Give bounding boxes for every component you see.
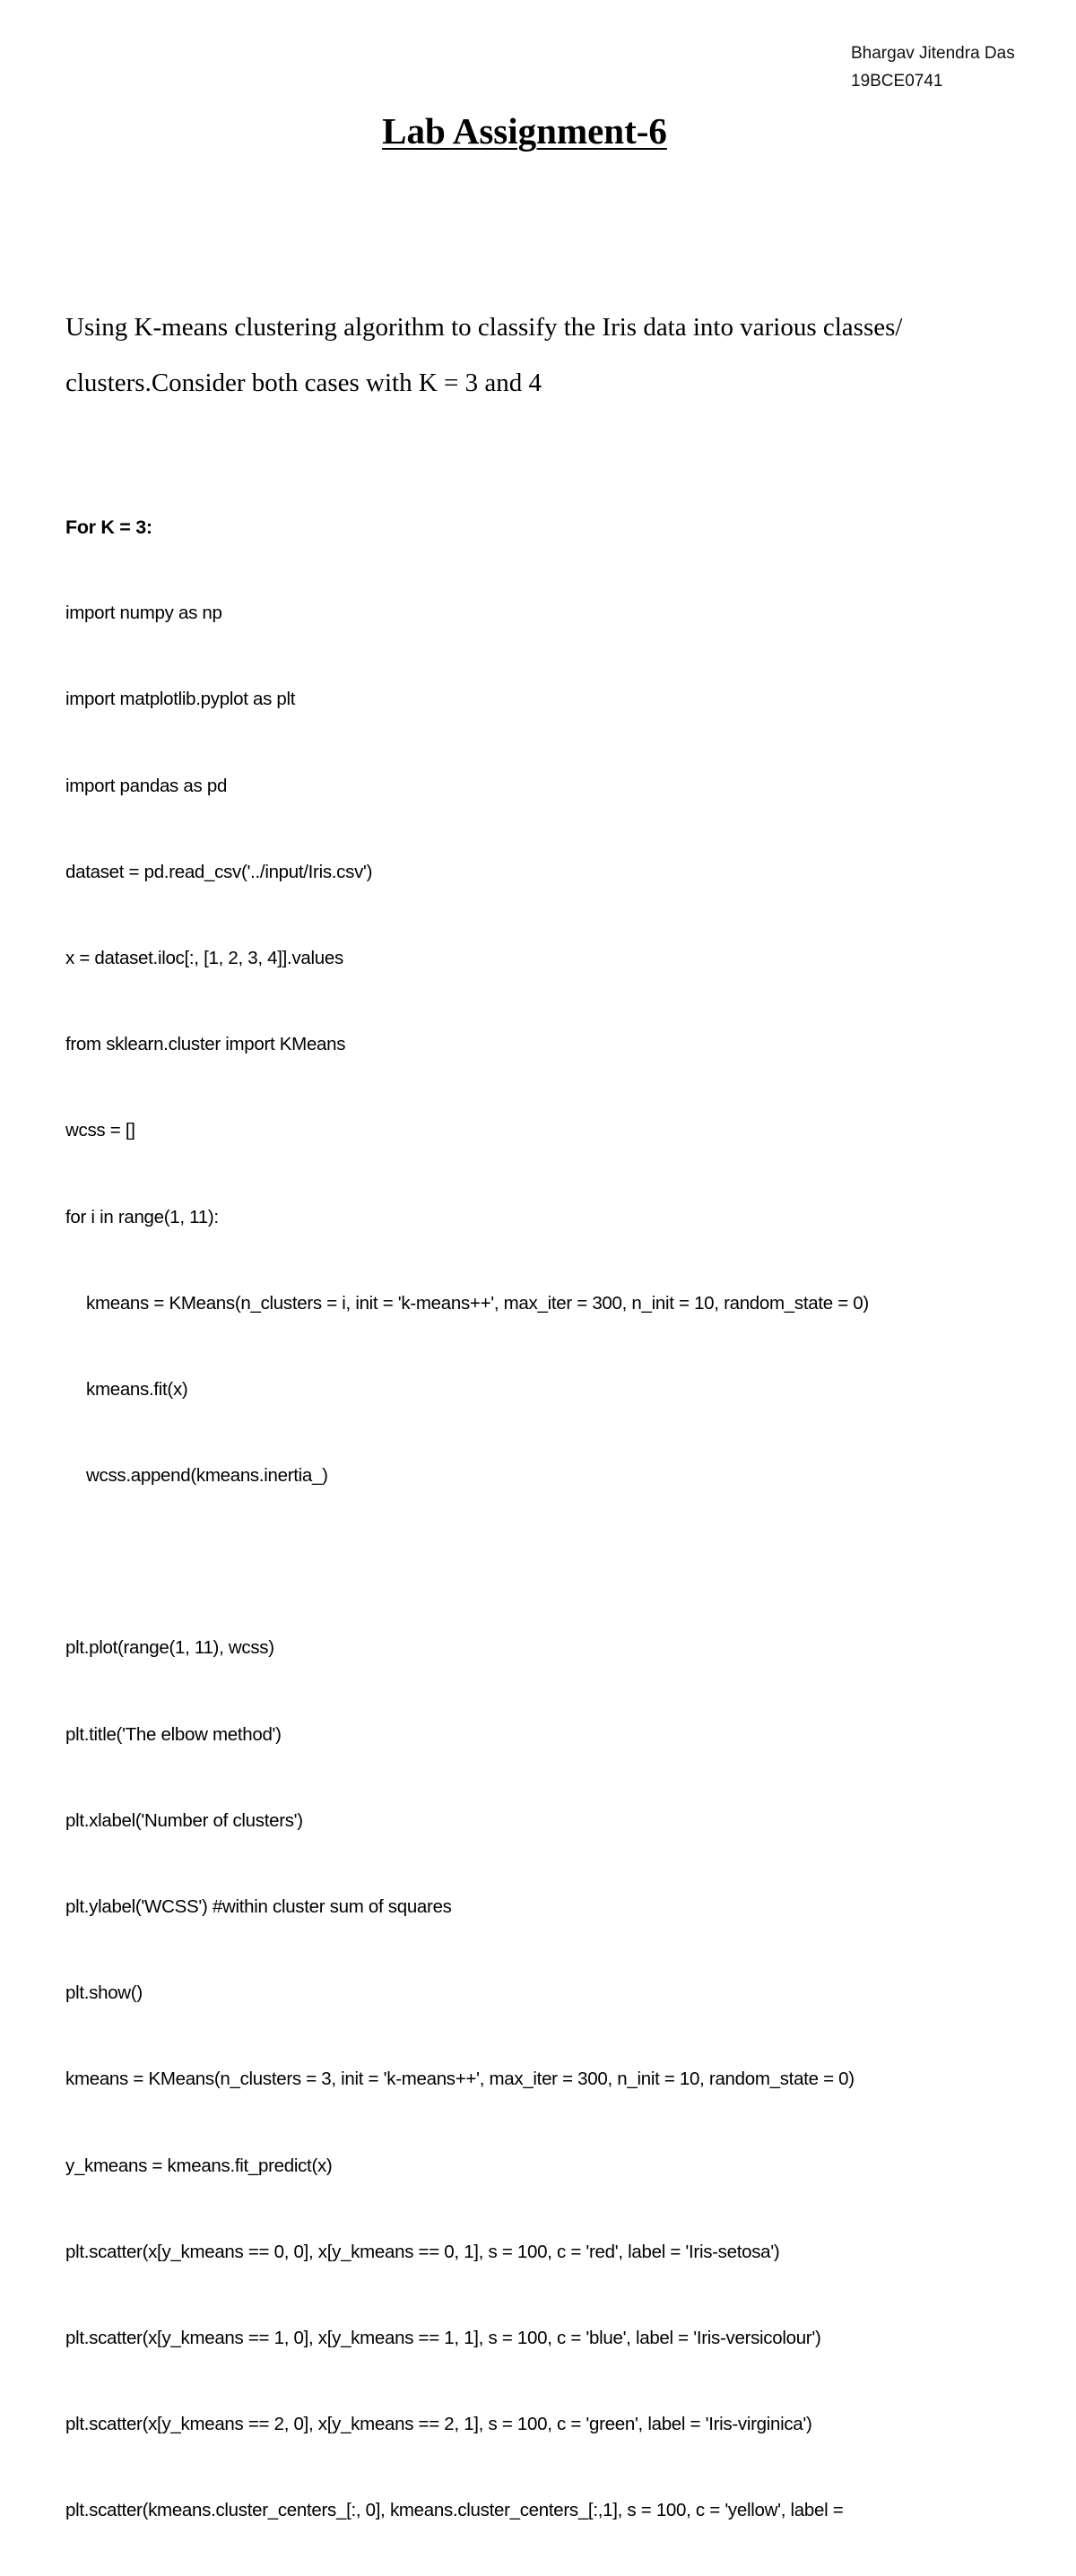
- code-line: kmeans = KMeans(n_clusters = 3, init = 'k-means++', max_iter = 300, n_init = 10, random_state = 0): [65, 2069, 855, 2090]
- code-line: plt.title('The elbow method'): [65, 1723, 282, 1745]
- code-line: plt.plot(range(1, 11), wcss): [65, 1637, 274, 1659]
- author-block: [851, 39, 1015, 95]
- code-line: plt.show(): [65, 1982, 143, 2004]
- code-line-blank: [65, 1540, 1052, 1583]
- code-line: import matplotlib.pyplot as plt: [65, 689, 296, 710]
- code-line: import pandas as pd: [65, 775, 228, 796]
- code-line: plt.scatter(x[y_kmeans == 1, 0], x[y_kmeans == 1, 1], s = 100, c = 'blue', label = 'Iris-versicolour'): [65, 2327, 821, 2348]
- problem-statement-line-1: Using K-means clustering algorithm to classify the Iris data into various classes/: [65, 313, 903, 342]
- code-line: x = dataset.iloc[:, [1, 2, 3, 4]].values: [65, 947, 343, 968]
- page-title: Lab Assignment-6: [382, 110, 667, 152]
- code-line: kmeans.fit(x): [86, 1378, 188, 1400]
- author-name: Bhargav Jitendra Das: [851, 44, 1015, 63]
- code-line: for i in range(1, 11):: [65, 1206, 219, 1227]
- code-line: plt.scatter(x[y_kmeans == 0, 0], x[y_kmeans == 0, 1], s = 100, c = 'red', label = 'Iris-setosa'): [65, 2241, 780, 2262]
- code-line: plt.ylabel('WCSS') #within cluster sum of squares: [65, 1896, 452, 1917]
- code-line: import numpy as np: [65, 603, 222, 624]
- section-heading: For K = 3:: [65, 516, 152, 538]
- roll-number: 19BCE0741: [851, 72, 943, 91]
- code-listing: [65, 463, 1052, 2576]
- code-line: wcss.append(kmeans.inertia_): [86, 1465, 328, 1487]
- code-line: plt.xlabel('Number of clusters'): [65, 1809, 303, 1831]
- code-line: dataset = pd.read_csv('../input/Iris.csv'): [65, 861, 373, 882]
- code-line: y_kmeans = kmeans.fit_predict(x): [65, 2155, 333, 2176]
- code-line: plt.scatter(x[y_kmeans == 2, 0], x[y_kmeans == 2, 1], s = 100, c = 'green', label = 'Iris-virginica'): [65, 2414, 812, 2435]
- problem-statement: [65, 299, 1043, 411]
- problem-statement-line-2: clusters.Consider both cases with K = 3 and 4: [65, 369, 542, 397]
- code-line: wcss = []: [65, 1120, 135, 1141]
- code-line: from sklearn.cluster import KMeans: [65, 1034, 346, 1055]
- code-line: plt.scatter(kmeans.cluster_centers_[:, 0], kmeans.cluster_centers_[:,1], s = 100, c = 'yellow', label =: [65, 2500, 844, 2521]
- code-line: kmeans = KMeans(n_clusters = i, init = 'k-means++', max_iter = 300, n_init = 10, random_state = 0): [86, 1292, 869, 1314]
